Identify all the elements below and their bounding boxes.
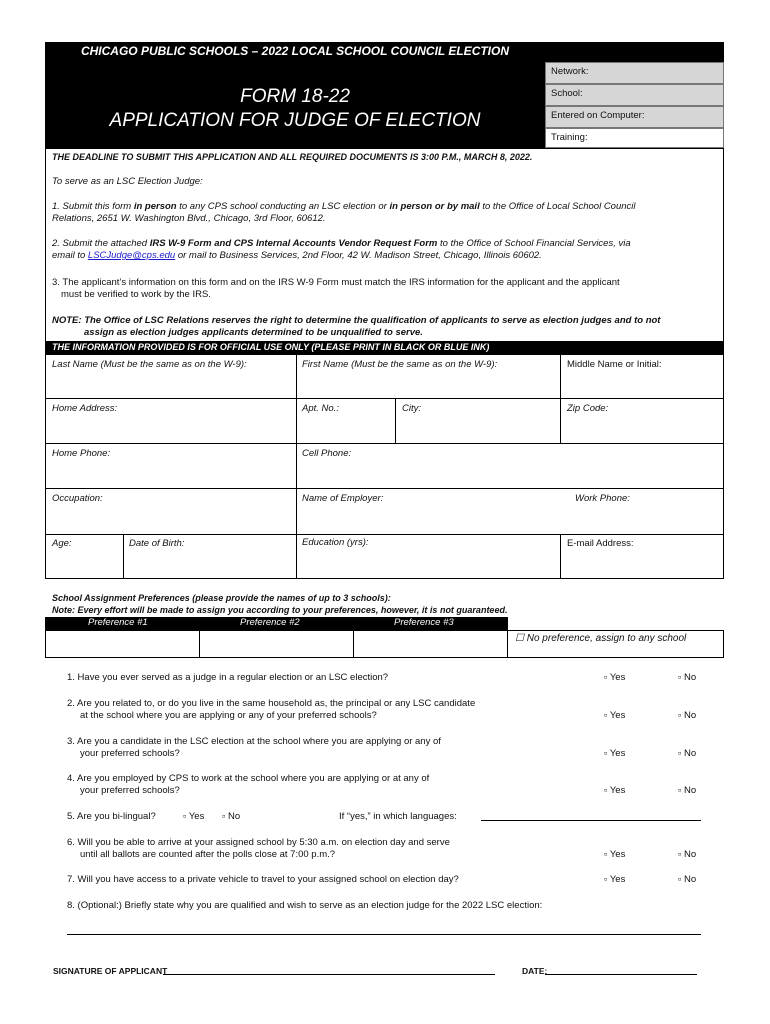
office-school-field[interactable] (545, 84, 724, 106)
signature-label: SIGNATURE OF APPLICANT (53, 966, 168, 976)
office-school-label: School: (551, 88, 583, 99)
q8-answer-input[interactable] (67, 934, 701, 935)
office-training-field[interactable] (545, 128, 724, 148)
question-5: 5. Are you bi-lingual? (67, 811, 156, 822)
preference-3-label: Preference #3 (394, 617, 454, 628)
preferences-note: Note: Every effort will be made to assign you according to your preferences, however, it is not guaranteed. (52, 605, 508, 615)
q3-yes-checkbox[interactable]: ▫ Yes (604, 748, 626, 759)
header-band-text: CHICAGO PUBLIC SCHOOLS – 2022 LOCAL SCHOOL COUNCIL ELECTION (80, 44, 510, 58)
q5-no-checkbox[interactable]: ▫ No (222, 811, 241, 822)
occupation-field[interactable]: Occupation: (52, 493, 103, 504)
office-network-label: Network: (551, 66, 589, 77)
note-line1: NOTE: The Office of LSC Relations reserves the right to determine the qualification of applicants to serve as election judges and to not (52, 315, 661, 326)
form-number: FORM 18-22 (240, 86, 350, 107)
no-preference-checkbox[interactable]: ☐ No preference, assign to any school (515, 633, 687, 644)
q2-yes-checkbox[interactable]: ▫ Yes (604, 710, 626, 721)
form-title: APPLICATION FOR JUDGE OF ELECTION (109, 110, 481, 131)
first-name-field[interactable]: First Name (Must be the same as on the W-9): (302, 359, 498, 370)
employer-field[interactable]: Name of Employer: (302, 493, 384, 504)
q7-no-checkbox[interactable]: ▫ No (678, 874, 697, 885)
question-6-line1: 6. Will you be able to arrive at your assigned school by 5:30 a.m. on election day and serve (67, 837, 450, 848)
question-2-line2: at the school where you are applying or any of your preferred schools? (80, 710, 377, 721)
office-training-label: Training: (551, 132, 588, 143)
question-4-line1: 4. Are you employed by CPS to work at the school where you are applying or at any of (67, 773, 430, 784)
preference-2-input[interactable] (200, 631, 353, 657)
city-field[interactable]: City: (402, 403, 421, 414)
question-7: 7. Will you have access to a private vehicle to travel to your assigned school on election day? (67, 874, 459, 885)
work-phone-field[interactable]: Work Phone: (575, 493, 630, 504)
preference-1-input[interactable] (46, 631, 199, 657)
q3-no-checkbox[interactable]: ▫ No (678, 748, 697, 759)
q1-no-checkbox[interactable]: ▫ No (678, 672, 697, 683)
official-use-text: THE INFORMATION PROVIDED IS FOR OFFICIAL USE ONLY (PLEASE PRINT IN BLACK OR BLUE INK) (52, 342, 490, 352)
q6-yes-checkbox[interactable]: ▫ Yes (604, 849, 626, 860)
step1-line1: 1. Submit this form in person to any CPS school conducting an LSC election or in person or by mail to the Office of Local School Council (52, 201, 636, 212)
cell-phone-field[interactable]: Cell Phone: (302, 448, 352, 459)
step3-line1: 3. The applicant’s information on this form and on the IRS W-9 Form must match the IRS information for the applicant and the applicant (52, 277, 620, 288)
question-3-line2: your preferred schools? (80, 748, 180, 759)
office-network-field[interactable] (545, 62, 724, 84)
age-field[interactable]: Age: (52, 538, 72, 549)
q1-yes-checkbox[interactable]: ▫ Yes (604, 672, 626, 683)
education-field[interactable]: Education (yrs): (302, 537, 369, 548)
question-3-line1: 3. Are you a candidate in the LSC election at the school where you are applying or any of (67, 736, 441, 747)
preference-2-label: Preference #2 (240, 617, 300, 628)
home-address-field[interactable]: Home Address: (52, 403, 118, 414)
last-name-field[interactable]: Last Name (Must be the same as on the W-9): (52, 359, 247, 370)
signature-input[interactable] (163, 974, 495, 975)
intro-text: To serve as an LSC Election Judge: (52, 176, 203, 187)
step3-line2: must be verified to work by the IRS. (61, 289, 211, 300)
dob-field[interactable]: Date of Birth: (129, 538, 185, 549)
q4-no-checkbox[interactable]: ▫ No (678, 785, 697, 796)
deadline-notice: THE DEADLINE TO SUBMIT THIS APPLICATION AND ALL REQUIRED DOCUMENTS IS 3:00 P.M., MARCH 8, 2022. (52, 152, 533, 162)
question-1: 1. Have you ever served as a judge in a regular election or an LSC election? (67, 672, 389, 683)
q6-no-checkbox[interactable]: ▫ No (678, 849, 697, 860)
step1-line2: Relations, 2651 W. Washington Blvd., Chicago, 3rd Floor, 60612. (52, 213, 326, 224)
preference-3-input[interactable] (354, 631, 507, 657)
q7-yes-checkbox[interactable]: ▫ Yes (604, 874, 626, 885)
q5-yes-checkbox[interactable]: ▫ Yes (183, 811, 205, 822)
q5-languages-label: If “yes,” in which languages: (339, 811, 457, 822)
step2-line2: email to LSCJudge@cps.edu or mail to Business Services, 2nd Floor, 42 W. Madison Street, Chicago, Illinois 60602. (52, 250, 542, 261)
q2-no-checkbox[interactable]: ▫ No (678, 710, 697, 721)
email-field[interactable]: E-mail Address: (567, 538, 634, 549)
preferences-heading: School Assignment Preferences (please provide the names of up to 3 schools): (52, 593, 391, 603)
zip-code-field[interactable]: Zip Code: (567, 403, 609, 414)
office-entered-label: Entered on Computer: (551, 110, 645, 121)
question-4-line2: your preferred schools? (80, 785, 180, 796)
date-input[interactable] (545, 974, 697, 975)
q5-languages-input[interactable] (481, 820, 701, 821)
q4-yes-checkbox[interactable]: ▫ Yes (604, 785, 626, 796)
apt-no-field[interactable]: Apt. No.: (302, 403, 339, 414)
office-entered-field[interactable] (545, 106, 724, 128)
email-link[interactable]: LSCJudge@cps.edu (87, 250, 176, 261)
question-6-line2: until all ballots are counted after the polls close at 7:00 p.m.? (80, 849, 336, 860)
home-phone-field[interactable]: Home Phone: (52, 448, 111, 459)
preference-1-label: Preference #1 (88, 617, 148, 628)
date-label: DATE: (522, 966, 548, 976)
step2-line1: 2. Submit the attached IRS W-9 Form and CPS Internal Accounts Vendor Request Form to the Office of School Financial Services, via (52, 238, 631, 249)
middle-name-field[interactable]: Middle Name or Initial: (567, 359, 662, 370)
question-8: 8. (Optional:) Briefly state why you are qualified and wish to serve as an election judge for the 2022 LSC election: (67, 900, 543, 911)
question-2-line1: 2. Are you related to, or do you live in the same household as, the principal or any LSC candidate (67, 698, 476, 709)
note-line2: assign as election judges applicants determined to be unqualified to serve. (84, 327, 423, 338)
